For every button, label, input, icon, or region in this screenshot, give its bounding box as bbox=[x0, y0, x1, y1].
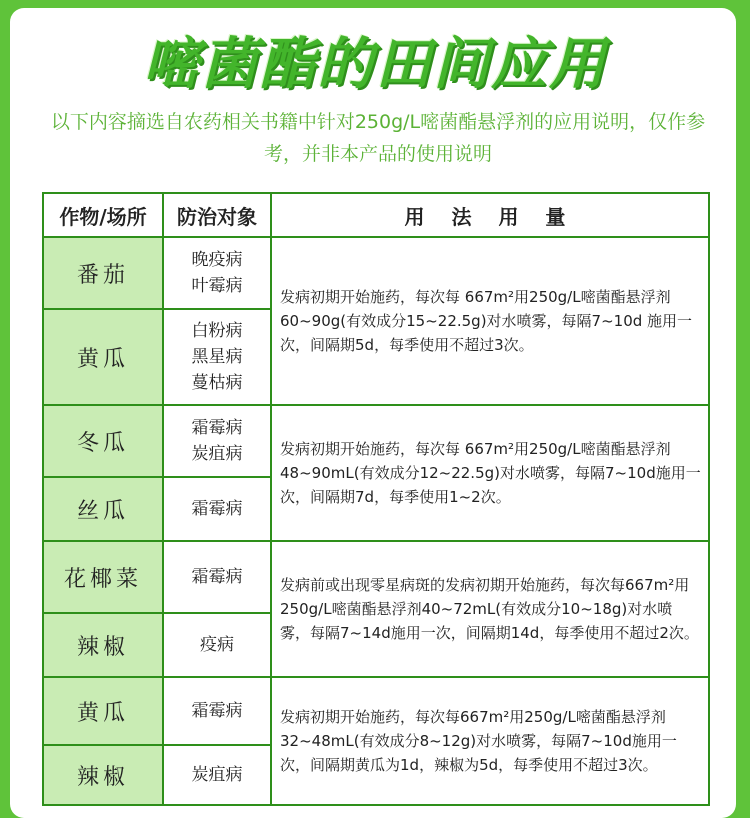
disease-name: 炭疽病 bbox=[191, 444, 243, 464]
disease-name: 炭疽病 bbox=[191, 765, 243, 785]
disease-name: 白粉病 bbox=[191, 321, 243, 341]
disease-cell bbox=[163, 541, 271, 613]
usage-cell: 发病初期开始施药，每次每 667m²用250g/L嘧菌酯悬浮剂60~90g(有效成分15~22.5g)对水喷雾，每隔7~10d 施用一次，间隔期5d，每季使用不超过3次。 bbox=[271, 237, 709, 405]
page-subtitle: 以下内容摘选自农药相关书籍中针对250g/L嘧菌酯悬浮剂的应用说明，仅作参考，并非本产品的使用说明 bbox=[50, 111, 706, 165]
table-row bbox=[43, 405, 709, 477]
table-row bbox=[43, 237, 709, 309]
header-target: 防治对象 bbox=[163, 193, 271, 237]
usage-cell: 发病初期开始施药，每次每 667m²用250g/L嘧菌酯悬浮剂48~90mL(有效成分12~22.5g)对水喷雾，每隔7~10d施用一次，间隔期7d，每季使用1~2次。 bbox=[271, 405, 709, 541]
disease-cell bbox=[163, 477, 271, 541]
disease-cell bbox=[163, 613, 271, 677]
crop-cell: 辣椒 bbox=[43, 613, 163, 677]
crop-cell: 花椰菜 bbox=[43, 541, 163, 613]
page-title: 嘧菌酯的田间应用 bbox=[143, 32, 607, 97]
disease-name: 晚疫病 bbox=[191, 250, 243, 270]
application-table bbox=[42, 192, 710, 806]
table-row bbox=[43, 541, 709, 613]
crop-cell: 辣椒 bbox=[43, 745, 163, 805]
disease-cell bbox=[163, 745, 271, 805]
disease-name: 蔓枯病 bbox=[191, 373, 243, 393]
disease-cell bbox=[163, 237, 271, 309]
disease-cell bbox=[163, 309, 271, 405]
disease-cell bbox=[163, 405, 271, 477]
disease-name: 疫病 bbox=[200, 635, 234, 655]
usage-cell: 发病前或出现零星病斑的发病初期开始施药，每次每667m²用250g/L嘧菌酯悬浮剂40~72mL(有效成分10~18g)对水喷雾，每隔7~14d施用一次，间隔期14d，每季使用不超过2次。 bbox=[271, 541, 709, 677]
crop-cell: 番茄 bbox=[43, 237, 163, 309]
disease-name: 霜霉病 bbox=[191, 418, 243, 438]
usage-cell: 发病初期开始施药，每次每667m²用250g/L嘧菌酯悬浮剂32~48mL(有效成分8~12g)对水喷雾，每隔7~10d施用一次，间隔期黄瓜为1d，辣椒为5d，每季使用不超过3次。 bbox=[271, 677, 709, 805]
crop-cell: 黄瓜 bbox=[43, 309, 163, 405]
disease-name: 黑星病 bbox=[191, 347, 243, 367]
table-row bbox=[43, 677, 709, 745]
crop-cell: 冬瓜 bbox=[43, 405, 163, 477]
disease-name: 叶霉病 bbox=[191, 276, 243, 296]
crop-cell: 丝瓜 bbox=[43, 477, 163, 541]
header-usage: 用 法 用 量 bbox=[271, 193, 709, 237]
header-crop: 作物/场所 bbox=[43, 193, 163, 237]
disease-name: 霜霉病 bbox=[191, 567, 243, 587]
table-header-row bbox=[43, 193, 709, 237]
disease-cell bbox=[163, 677, 271, 745]
crop-cell: 黄瓜 bbox=[43, 677, 163, 745]
disease-name: 霜霉病 bbox=[191, 499, 243, 519]
disease-name: 霜霉病 bbox=[191, 701, 243, 721]
